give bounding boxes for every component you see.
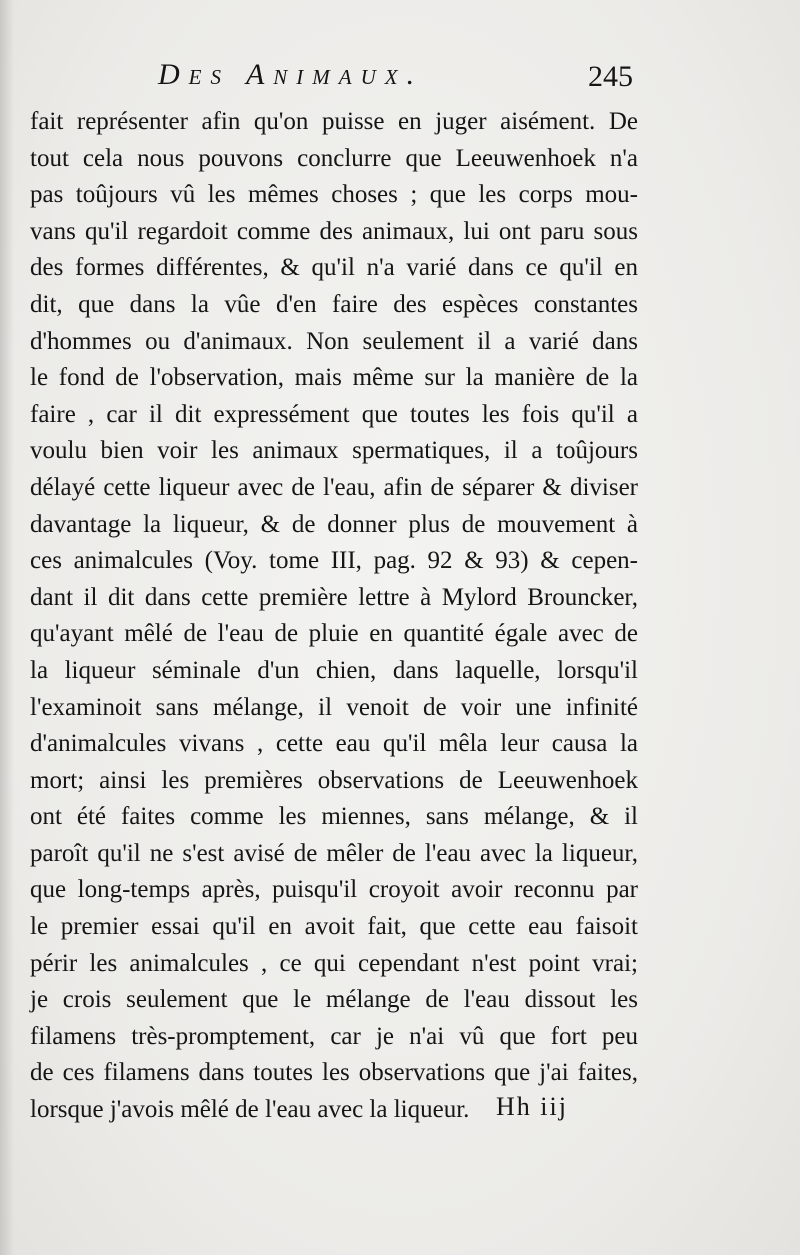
page-number: 245 xyxy=(588,60,633,93)
text-line: que long-temps après, puisqu'il croyoit avoir reconnu par xyxy=(30,876,638,904)
body-text xyxy=(30,104,638,1129)
text-line: davantage la liqueur, & de donner plus de mouvement à xyxy=(30,510,638,538)
text-line: tout cela nous pouvons conclurre que Leeuwenhoek n'a xyxy=(30,144,638,172)
text-line: périr les animalcules , ce qui cependant n'est point vrai; xyxy=(30,949,638,977)
signature-mark: Hh iij xyxy=(496,1092,568,1121)
text-line: dit, que dans la vûe d'en faire des espèces constantes xyxy=(30,290,638,318)
text-line: d'animalcules vivans , cette eau qu'il mêla leur causa la xyxy=(30,730,638,758)
text-line: fait représenter afin qu'on puisse en juger aisément. De xyxy=(30,108,638,135)
text-line: qu'ayant mêlé de l'eau de pluie en quantité égale avec de xyxy=(30,620,638,648)
text-line: ces animalcules (Voy. tome III, pag. 92 & 93) & cepen- xyxy=(30,547,638,575)
text-line: je crois seulement que le mélange de l'eau dissout les xyxy=(30,986,638,1014)
text-line: d'hommes ou d'animaux. Non seulement il a varié dans xyxy=(30,327,638,355)
text-line: le fond de l'observation, mais même sur la manière de la xyxy=(30,364,638,392)
text-line: faire , car il dit expressément que toutes les fois qu'il a xyxy=(30,400,638,428)
text-line: ont été faites comme les miennes, sans mélange, & il xyxy=(30,803,638,831)
running-title: Des Animaux. xyxy=(158,58,424,91)
text-line: voulu bien voir les animaux spermatiques, il a toûjours xyxy=(30,437,638,465)
text-line: dant il dit dans cette première lettre à Mylord Brouncker, xyxy=(30,583,638,611)
text-line: pas toûjours vû les mêmes choses ; que les corps mou- xyxy=(30,181,638,209)
text-line: l'examinoit sans mélange, il venoit de voir une infinité xyxy=(30,693,638,721)
text-line: de ces filamens dans toutes les observations que j'ai faites, xyxy=(30,1059,638,1087)
text-line: la liqueur séminale d'un chien, dans laquelle, lorsqu'il xyxy=(30,656,638,684)
text-line-last: lorsque j'avois mêlé de l'eau avec la liqueur. xyxy=(30,1096,470,1124)
text-line: des formes différentes, & qu'il n'a varié dans ce qu'il en xyxy=(30,254,638,282)
text-line: filamens très-promptement, car je n'ai vû que fort peu xyxy=(30,1022,638,1050)
text-line: délayé cette liqueur avec de l'eau, afin de séparer & diviser xyxy=(30,473,638,501)
text-line: le premier essai qu'il en avoit fait, que cette eau faisoit xyxy=(30,913,638,941)
text-line: mort; ainsi les premières observations de Leeuwenhoek xyxy=(30,766,638,794)
running-head xyxy=(0,58,800,102)
text-line: paroît qu'il ne s'est avisé de mêler de l'eau avec la liqueur, xyxy=(30,839,638,867)
text-line: vans qu'il regardoit comme des animaux, lui ont paru sous xyxy=(30,217,638,245)
